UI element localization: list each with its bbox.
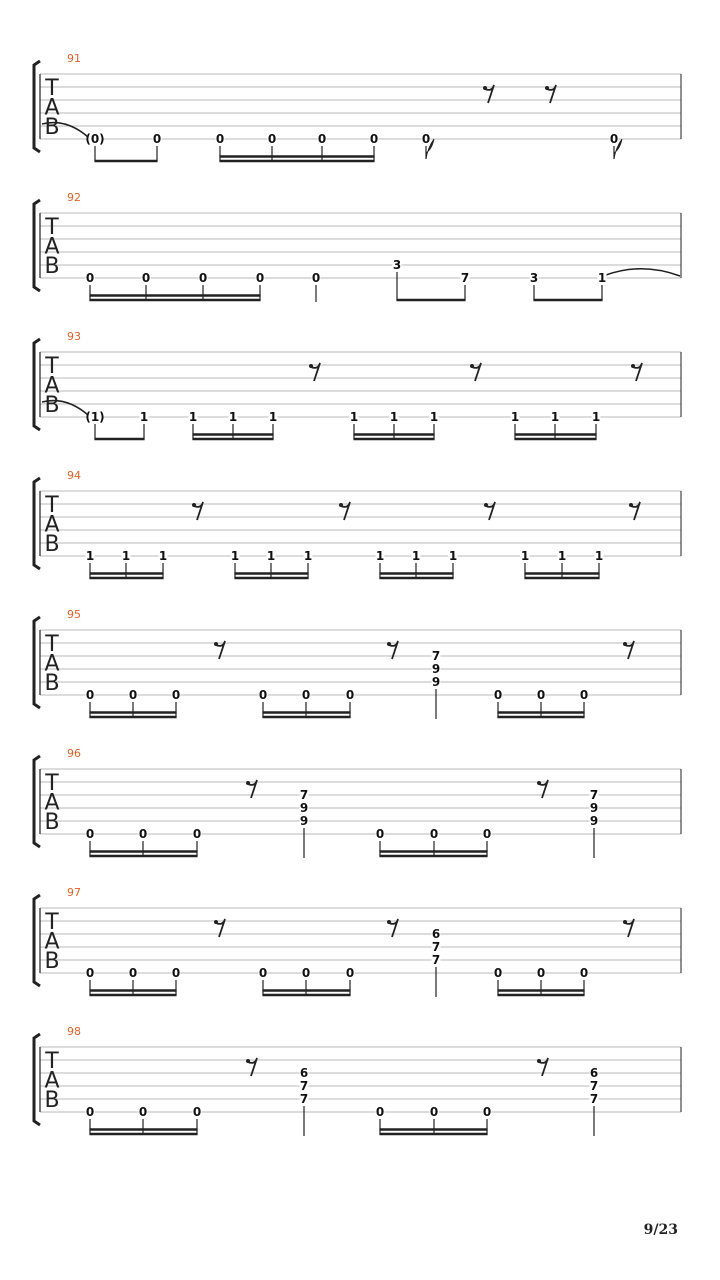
fret-number: 7 [299, 788, 309, 802]
fret-number: 0 [579, 966, 589, 980]
fret-number: 0 [152, 132, 162, 146]
tab-letter-t: T [45, 215, 59, 240]
fret-number: 0 [609, 132, 619, 146]
rest-icon [214, 642, 218, 646]
fret-number: 0 [317, 132, 327, 146]
fret-number: 0 [493, 688, 503, 702]
fret-number: 0 [85, 966, 95, 980]
tab-letter-t: T [45, 76, 59, 101]
tab-letter-t: T [45, 354, 59, 379]
tab-letter-b: B [44, 532, 60, 557]
bracket-icon [34, 895, 40, 986]
fret-number: 1 [349, 410, 359, 424]
fret-number: 1 [158, 549, 168, 563]
fret-number: 1 [448, 549, 458, 563]
fret-number: 0 [311, 271, 321, 285]
fret-number: 0 [482, 1105, 492, 1119]
fret-number: 7 [431, 940, 441, 954]
fret-number: 0 [85, 688, 95, 702]
fret-number: 7 [431, 649, 441, 663]
fret-number: 0 [128, 966, 138, 980]
fret-number: 0 [345, 966, 355, 980]
tab-letter-a: A [44, 790, 60, 816]
fret-number: 0 [482, 827, 492, 841]
tab-letter-b: B [44, 393, 60, 418]
tab-system-97 [34, 886, 681, 997]
tab-letter-b: B [44, 1088, 60, 1113]
tab-letter-b: B [44, 254, 60, 279]
fret-number: 0 [375, 1105, 385, 1119]
fret-number: 7 [299, 1092, 309, 1106]
fret-number: 0 [493, 966, 503, 980]
fret-number: 0 [85, 1105, 95, 1119]
tie-arc-icon [606, 269, 680, 276]
measure-number: 96 [67, 747, 81, 760]
fret-number: 1 [188, 410, 198, 424]
fret-number: 7 [460, 271, 470, 285]
rest-icon [387, 642, 391, 646]
tab-system-95 [34, 608, 681, 719]
fret-number: 0 [536, 688, 546, 702]
fret-number: 0 [369, 132, 379, 146]
fret-number: 0 [258, 688, 268, 702]
tab-letter-b: B [44, 949, 60, 974]
fret-number: 0 [579, 688, 589, 702]
fret-number: 1 [268, 410, 278, 424]
fret-number: 0 [375, 827, 385, 841]
fret-number: 1 [375, 549, 385, 563]
fret-number: 1 [520, 549, 530, 563]
tab-system-93 [34, 330, 681, 439]
fret-number: 0 [198, 271, 208, 285]
fret-number: 1 [266, 549, 276, 563]
rest-icon [214, 920, 218, 924]
fret-number: 9 [589, 814, 599, 828]
tab-letter-a: A [44, 234, 60, 260]
fret-number: 7 [589, 1092, 599, 1106]
tab-letter-t: T [45, 632, 59, 657]
fret-number: 0 [85, 271, 95, 285]
fret-number: 0 [215, 132, 225, 146]
page-number: 9/23 [643, 1222, 678, 1238]
fret-number: 1 [85, 549, 95, 563]
fret-number: 1 [121, 549, 131, 563]
tab-letter-b: B [44, 810, 60, 835]
rest-icon [192, 503, 196, 507]
bracket-icon [34, 1034, 40, 1125]
fret-number: 0 [192, 1105, 202, 1119]
fret-number: 0 [536, 966, 546, 980]
rest-icon [470, 364, 474, 368]
fret-number: 1 [550, 410, 560, 424]
fret-number: 0 [141, 271, 151, 285]
fret-number: 9 [431, 675, 441, 689]
fret-number: (0) [85, 132, 105, 146]
bracket-icon [34, 61, 40, 152]
fret-number: 0 [429, 1105, 439, 1119]
fret-number: 6 [299, 1066, 309, 1080]
tab-system-91 [34, 52, 681, 161]
fret-number: 3 [392, 258, 402, 272]
bracket-icon [34, 339, 40, 430]
tab-letter-a: A [44, 1068, 60, 1094]
fret-number: 1 [411, 549, 421, 563]
fret-number: 0 [421, 132, 431, 146]
rest-icon [623, 642, 627, 646]
tab-letter-t: T [45, 493, 59, 518]
tab-letter-a: A [44, 373, 60, 399]
systems [34, 52, 681, 1136]
fret-number: 9 [589, 801, 599, 815]
rest-icon [623, 920, 627, 924]
fret-number: 7 [589, 1079, 599, 1093]
tab-system-94 [34, 469, 681, 578]
fret-number: 9 [299, 814, 309, 828]
fret-number: 1 [429, 410, 439, 424]
fret-number: 1 [557, 549, 567, 563]
tab-system-96 [34, 747, 681, 858]
tab-letter-t: T [45, 771, 59, 796]
fret-number: 3 [529, 271, 539, 285]
rest-icon [631, 364, 635, 368]
tab-letter-b: B [44, 115, 60, 140]
fret-number: 0 [301, 966, 311, 980]
tab-letter-a: A [44, 651, 60, 677]
fret-number: 7 [589, 788, 599, 802]
measure-number: 95 [67, 608, 81, 621]
tab-letter-a: A [44, 929, 60, 955]
measure-number: 91 [67, 52, 81, 65]
rest-icon [339, 503, 343, 507]
bracket-icon [34, 478, 40, 569]
fret-number: 1 [228, 410, 238, 424]
fret-number: 0 [345, 688, 355, 702]
fret-number: 9 [431, 662, 441, 676]
fret-number: (1) [85, 410, 105, 424]
rest-icon [246, 1059, 250, 1063]
bracket-icon [34, 200, 40, 291]
fret-number: 0 [85, 827, 95, 841]
fret-number: 7 [299, 1079, 309, 1093]
fret-number: 1 [389, 410, 399, 424]
fret-number: 0 [255, 271, 265, 285]
fret-number: 1 [510, 410, 520, 424]
rest-icon [537, 1059, 541, 1063]
measure-number: 92 [67, 191, 81, 204]
tab-letter-t: T [45, 1049, 59, 1074]
rest-icon [545, 86, 549, 90]
fret-number: 1 [303, 549, 313, 563]
measure-number: 97 [67, 886, 81, 899]
fret-number: 0 [258, 966, 268, 980]
fret-number: 0 [138, 1105, 148, 1119]
fret-number: 1 [230, 549, 240, 563]
tab-letter-a: A [44, 512, 60, 538]
fret-number: 0 [301, 688, 311, 702]
tab-system-92 [34, 191, 681, 302]
tab-letter-b: B [44, 671, 60, 696]
measure-number: 93 [67, 330, 81, 343]
rest-icon [484, 503, 488, 507]
fret-number: 0 [267, 132, 277, 146]
rest-icon [387, 920, 391, 924]
measure-number: 94 [67, 469, 81, 482]
rest-icon [309, 364, 313, 368]
fret-number: 6 [431, 927, 441, 941]
rest-icon [537, 781, 541, 785]
fret-number: 1 [594, 549, 604, 563]
fret-number: 9 [299, 801, 309, 815]
fret-number: 0 [171, 966, 181, 980]
fret-number: 0 [128, 688, 138, 702]
fret-number: 1 [139, 410, 149, 424]
tab-letter-t: T [45, 910, 59, 935]
fret-number: 7 [431, 953, 441, 967]
fret-number: 1 [591, 410, 601, 424]
fret-number: 0 [192, 827, 202, 841]
tab-system-98 [34, 1025, 681, 1136]
bracket-icon [34, 617, 40, 708]
fret-number: 0 [429, 827, 439, 841]
measure-number: 98 [67, 1025, 81, 1038]
fret-number: 0 [138, 827, 148, 841]
tab-letter-a: A [44, 95, 60, 121]
fret-number: 0 [171, 688, 181, 702]
fret-number: 6 [589, 1066, 599, 1080]
fret-number: 1 [597, 271, 607, 285]
bracket-icon [34, 756, 40, 847]
rest-icon [629, 503, 633, 507]
rest-icon [246, 781, 250, 785]
rest-icon [483, 86, 487, 90]
